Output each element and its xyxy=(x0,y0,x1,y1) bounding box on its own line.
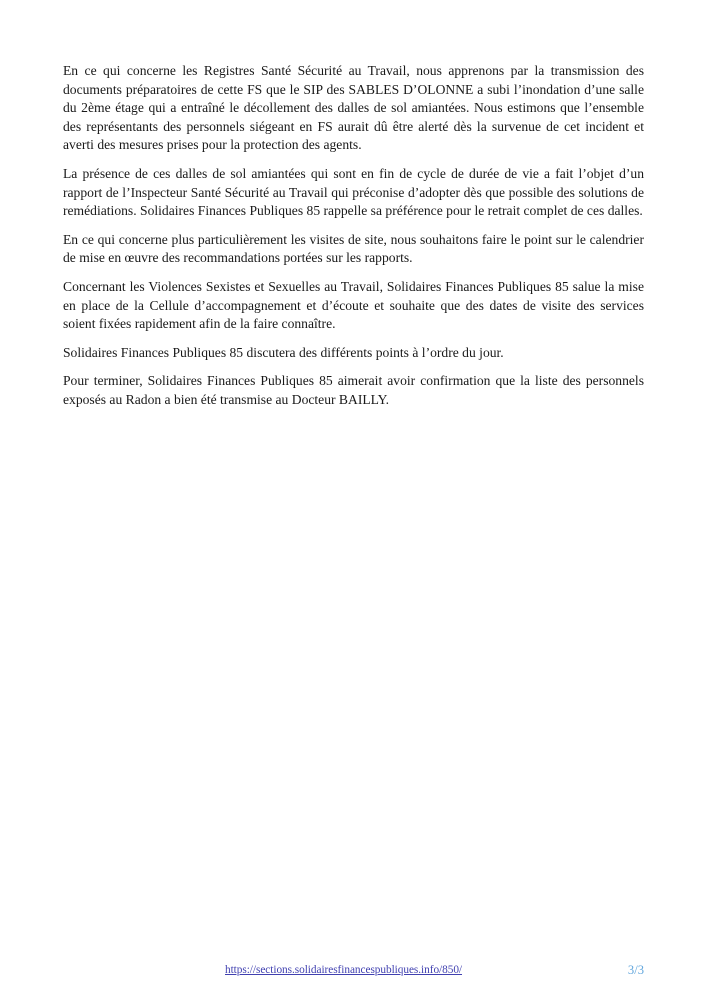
paragraph: En ce qui concerne plus particulièrement les visites de site, nous souhaitons faire le point sur le calendrier de mise en œuvre des recommandations portées sur les rapports. xyxy=(63,231,644,266)
paragraph: La présence de ces dalles de sol amiantées qui sont en fin de cycle de durée de vie a fait l’objet d’un rapport de l’Inspecteur Santé Sécurité au Travail qui préconise d’adopter dès que possible des solutions de remédiations. Solidaires Finances Publiques 85 rappelle sa préférence pour le retrait complet de ces dalles. xyxy=(63,165,644,219)
paragraph: En ce qui concerne les Registres Santé Sécurité au Travail, nous apprenons par la transmission des documents préparatoires de cette FS que le SIP des SABLES D’OLONNE a subi l’inondation d’une salle du 2ème étage qui a entraîné le décollement des dalles de sol amiantées. Nous estimons que l’ensemble des représentants des personnels siégeant en FS aurait dû être alerté dès la survenue de cet incident et averti des mesures prises pour la protection des agents. xyxy=(63,63,644,153)
document-body xyxy=(63,62,644,410)
paragraph: Concernant les Violences Sexistes et Sexuelles au Travail, Solidaires Finances Publiques 85 salue la mise en place de la Cellule d’accompagnement et d’écoute et souhaite que des dates de visite des services soient fixées rapidement afin de la faire connaître. xyxy=(63,278,644,332)
footer-url-link[interactable]: https://sections.solidairesfinancespubliques.info/850/ xyxy=(225,964,463,976)
paragraph: Pour terminer, Solidaires Finances Publiques 85 aimerait avoir confirmation que la liste des personnels exposés au Radon a bien été transmise au Docteur BAILLY. xyxy=(63,373,644,407)
page-footer xyxy=(63,962,644,984)
paragraph: Solidaires Finances Publiques 85 discutera des différents points à l’ordre du jour. xyxy=(63,344,504,360)
page-number: 3/3 xyxy=(627,963,644,977)
